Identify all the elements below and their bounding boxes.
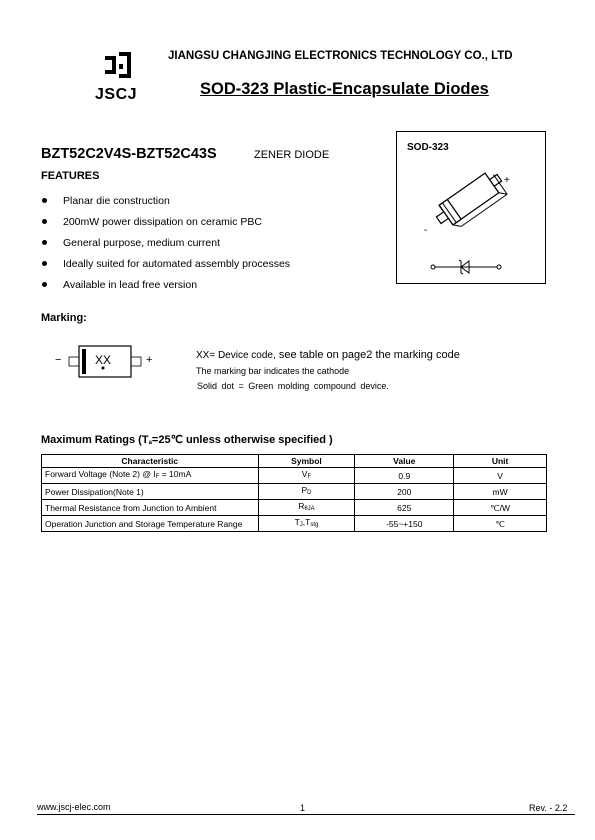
cell-value: 0.9 [355,468,454,484]
cell-characteristic: Forward Voltage (Note 2) @ $I_F = 10mA$ [42,468,259,484]
cell-symbol: $T_J,T_{stg}$ [258,516,355,532]
marking-diagram [55,343,165,383]
features-heading: FEATURES [41,170,100,182]
marking-heading: Marking: [41,312,87,324]
cell-value: 200 [355,484,454,500]
marking-note-cathode: The marking bar indicates the cathode [196,366,350,376]
list-item: Planar die construction [41,190,290,211]
marking-plus: + [146,354,153,366]
features-list [41,190,290,295]
logo-text: JSCJ [95,86,138,103]
cathode-minus-label: - [424,225,428,236]
cell-value: -55~+150 [355,516,454,532]
list-item: 200mW power dissipation on ceramic PBC [41,211,290,232]
bullet-icon [42,240,47,245]
marking-note-device-code: XX= Device code, see table on page2 the marking code [196,349,460,361]
cell-unit: mW [454,484,547,500]
package-label: SOD-323 [407,142,449,153]
list-item: Ideally suited for automated assembly processes [41,253,290,274]
bullet-icon [42,219,47,224]
sod323-package-drawing-icon [397,132,547,285]
bullet-icon [42,261,47,266]
footer-divider [37,814,575,815]
cell-unit: ℃/W [454,500,547,516]
col-header-unit: Unit [454,455,547,468]
list-item: General purpose, medium current [41,232,290,253]
cell-characteristic: Thermal Resistance from Junction to Ambient [42,500,259,516]
cell-characteristic: Power Dissipation(Note 1) [42,484,259,500]
bullet-icon [42,282,47,287]
cell-unit: V [454,468,547,484]
anode-plus-label: + [504,175,510,186]
table-row [42,516,547,532]
ratings-heading: Maximum Ratings ($T_a=25℃$ unless otherwise specified ) [41,434,333,446]
table-row [42,484,547,500]
cell-symbol: $V_F$ [258,468,355,484]
jscj-logo-mark-icon [103,52,133,82]
cell-unit: ℃ [454,516,547,532]
document-title: SOD-323 Plastic-Encapsulate Diodes [200,80,489,98]
part-number: BZT52C2V4S-BZT52C43S [41,146,217,162]
company-logo [95,52,145,107]
cell-value: 625 [355,500,454,516]
part-type: ZENER DIODE [254,149,330,161]
ratings-table [41,454,547,532]
cell-symbol: $P_D$ [258,484,355,500]
marking-minus: − [55,354,62,366]
cell-symbol: $R_{\theta JA}$ [258,500,355,516]
cell-characteristic: Operation Junction and Storage Temperature Range [42,516,259,532]
table-row [42,500,547,516]
marking-code: XX [95,353,112,367]
package-outline-box [396,131,546,284]
list-item: Available in lead free version [41,274,290,295]
marking-note-dot: Solid dot = Green molding compound device. [197,381,389,391]
col-header-value: Value [355,455,454,468]
footer-page-number: 1 [300,803,306,813]
col-header-symbol: Symbol [258,455,355,468]
table-row [42,468,547,484]
table-header-row [42,455,547,468]
company-name: JIANGSU CHANGJING ELECTRONICS TECHNOLOGY CO., LTD [168,50,513,62]
footer-website-link[interactable]: www.jscj-elec.com [37,802,111,812]
col-header-characteristic: Characteristic [42,455,259,468]
bullet-icon [42,198,47,203]
footer-revision: Rev. - 2.2 [529,803,568,813]
